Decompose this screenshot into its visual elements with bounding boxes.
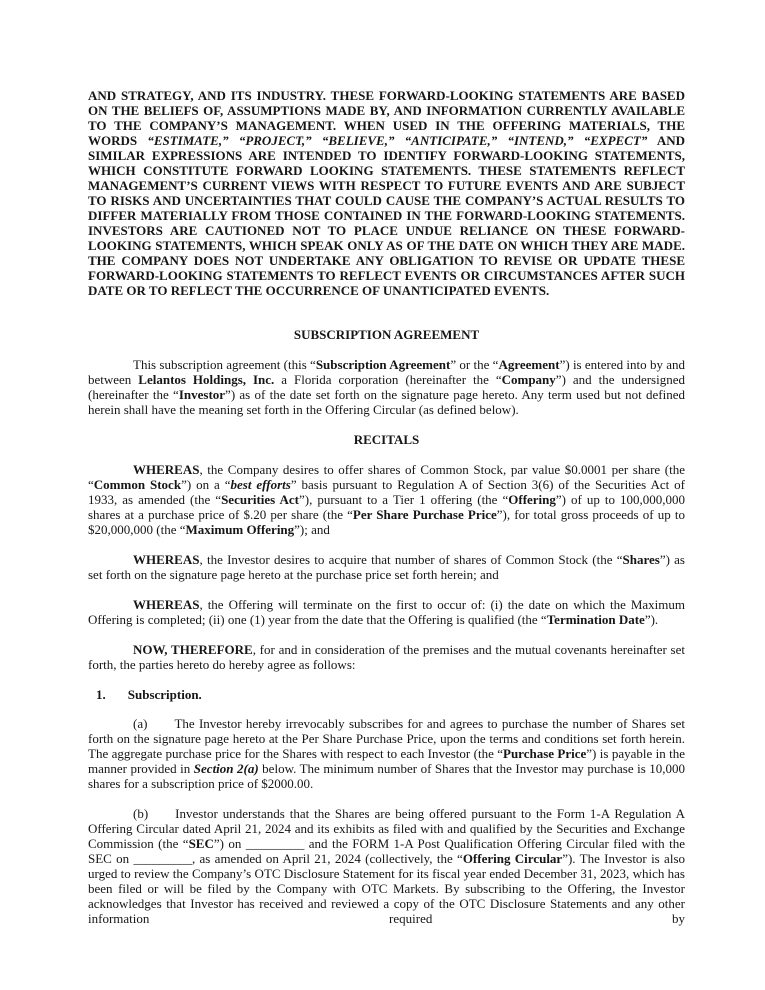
text-run: WHEREAS	[133, 552, 200, 567]
text-run: Subscription Agreement	[315, 357, 451, 372]
text-run: Section 2(a)	[193, 761, 259, 776]
text-run: Common Stock	[93, 477, 182, 492]
section-1-title: Subscription.	[127, 687, 202, 702]
whereas-paragraph-1	[88, 462, 685, 537]
text-run: Offering	[508, 492, 556, 507]
text-run: ”). The Investor is also urged to review the Company’s OTC Disclosure Statement for its fiscal year ended December 31, 2023, which has been filed or will be filed by the Company with OTC Markets. By subscribing to the Offering, the Investor acknowledges that Investor has received and reviewed a copy of the OTC Disclosure Statements and any other information required by	[88, 851, 685, 926]
text-run: ”).	[644, 612, 659, 627]
text-run: Maximum Offering	[185, 522, 295, 537]
text-run: Securities Act	[221, 492, 300, 507]
text-run: (b)	[133, 806, 149, 821]
text-run: , for and in consideration of the premises and the mutual covenants hereinafter set forth, the parties hereto do hereby agree as follows:	[88, 642, 685, 672]
intro-paragraph	[88, 357, 685, 417]
text-run: ”) and the undersigned (hereinafter the “	[88, 372, 685, 402]
text-run: , the Investor desires to acquire that number of shares of Common Stock (the “	[199, 552, 623, 567]
text-run: best efforts	[230, 477, 291, 492]
text-run: Agreement	[498, 357, 560, 372]
text-run: ”) as set forth on the signature page hereto at the purchase price set forth herein; and	[88, 552, 685, 582]
text-run: ”) of up to 100,000,000 shares at a purchase price of $.20 per share (the “	[88, 492, 686, 522]
text-run: Purchase Price	[503, 746, 587, 761]
section-1-number: 1.	[96, 687, 106, 702]
text-run: ”) is entered into by and between	[88, 357, 685, 387]
subscription-paragraph-b	[88, 806, 685, 926]
text-run: ”); and	[294, 522, 330, 537]
text-run: Termination Date	[546, 612, 645, 627]
text-run: ”), pursuant to a Tier 1 offering (the “	[299, 492, 509, 507]
now-therefore-paragraph	[88, 642, 685, 672]
text-run: below. The minimum number of Shares that the Investor may purchase is 10,000 shares for a subscription price of $2000.00.	[88, 761, 686, 791]
text-run: ”) as of the date set forth on the signature page hereto. Any term used but not defined herein shall have the meaning set forth in the Offering Circular (as defined below).	[88, 387, 685, 417]
text-run: Offering Circular	[462, 851, 563, 866]
text-run: Shares	[622, 552, 660, 567]
text-run: Per Share Purchase Price	[352, 507, 497, 522]
text-run: ” basis pursuant to Regulation A of Section 3(6) of the Securities Act of 1933, as amended (the “	[88, 477, 685, 507]
text-run: ” or the “	[450, 357, 499, 372]
forward-looking-statements-paragraph	[88, 88, 685, 298]
whereas-paragraph-3	[88, 597, 685, 627]
text-run: AND SIMILAR EXPRESSIONS ARE INTENDED TO IDENTIFY FORWARD-LOOKING STATEMENTS, WHICH CONSTITUTE FORWARD LOOKING STATEMENTS. THESE STATEMENTS REFLECT MANAGEMENT’S CURRENT VIEWS WITH RESPECT TO FUTURE EVENTS AND ARE SUBJECT TO RISKS AND UNCERTAINTIES THAT COULD CAUSE THE COMPANY’S ACTUAL RESULTS TO DIFFER MATERIALLY FROM THOSE CONTAINED IN THE FORWARD-LOOKING STATEMENTS. INVESTORS ARE CAUTIONED NOT TO PLACE UNDUE RELIANCE ON THESE FORWARD-LOOKING STATEMENTS, WHICH SPEAK ONLY AS OF THE DATE ON WHICH THEY ARE MADE. THE COMPANY DOES NOT UNDERTAKE ANY OBLIGATION TO REVISE OR UPDATE THESE FORWARD-LOOKING STATEMENTS TO REFLECT EVENTS OR CIRCUMSTANCES AFTER SUCH DATE OR TO REFLECT THE OCCURRENCE OF UNANTICIPATED EVENTS.	[88, 133, 685, 298]
text-run: Investor understands that the Shares are being offered pursuant to the Form 1-A Regulation A Offering Circular dated April 21, 2024 and its exhibits as filed with and qualified by the Securities and Exchange Commission (the “	[88, 806, 685, 851]
whereas-paragraph-2	[88, 552, 685, 582]
text-run: This subscription agreement (this “	[133, 357, 316, 372]
text-run: ”) on a “	[181, 477, 231, 492]
text-run: ”) on _________ and the FORM 1-A Post Qualification Offering Circular filed with the SEC on _________, as amended on April 21, 2024 (collectively, the “	[88, 836, 685, 866]
text-run: , the Company desires to offer shares of Common Stock, par value $0.0001 per share (the “	[88, 462, 685, 492]
subscription-paragraph-a	[88, 716, 685, 791]
text-run: (a)	[133, 716, 148, 731]
text-run: NOW, THEREFORE	[133, 642, 253, 657]
recitals-heading: RECITALS	[353, 432, 420, 447]
text-run: WHEREAS	[133, 462, 200, 477]
text-run: Company	[501, 372, 556, 387]
document-title: SUBSCRIPTION AGREEMENT	[293, 327, 480, 342]
text-run: a Florida corporation (hereinafter the “	[274, 372, 502, 387]
text-run: AND STRATEGY, AND ITS INDUSTRY. THESE FORWARD-LOOKING STATEMENTS ARE BASED ON THE BELIEFS OF, ASSUMPTIONS MADE BY, AND INFORMATION CURRENTLY AVAILABLE TO THE COMPANY’S MANAGEMENT. WHEN USED IN THE OFFERING MATERIALS, THE WORDS	[88, 88, 685, 148]
text-run: Investor	[178, 387, 226, 402]
text-run: The Investor hereby irrevocably subscribes for and agrees to purchase the number of Shares set forth on the signature page hereto at the Per Share Purchase Price, upon the terms and conditions set forth herein. The aggregate purchase price for the Shares with respect to each Investor (the “	[88, 716, 685, 761]
text-run: ”) is payable in the manner provided in	[88, 746, 685, 776]
text-run: ”), for total gross proceeds of up to $20,000,000 (the “	[88, 507, 685, 537]
text-run: SEC	[188, 836, 214, 851]
text-run: WHEREAS	[133, 597, 200, 612]
text-run: “ESTIMATE,” “PROJECT,” “BELIEVE,” “ANTICIPATE,” “INTEND,” “EXPECT”	[147, 133, 648, 148]
section-1-heading	[88, 687, 685, 702]
text-run: , the Offering will terminate on the first to occur of: (i) the date on which the Maximum Offering is completed; (ii) one (1) year from the date that the Offering is qualified (the “	[88, 597, 685, 627]
text-run: Lelantos Holdings, Inc.	[138, 372, 275, 387]
